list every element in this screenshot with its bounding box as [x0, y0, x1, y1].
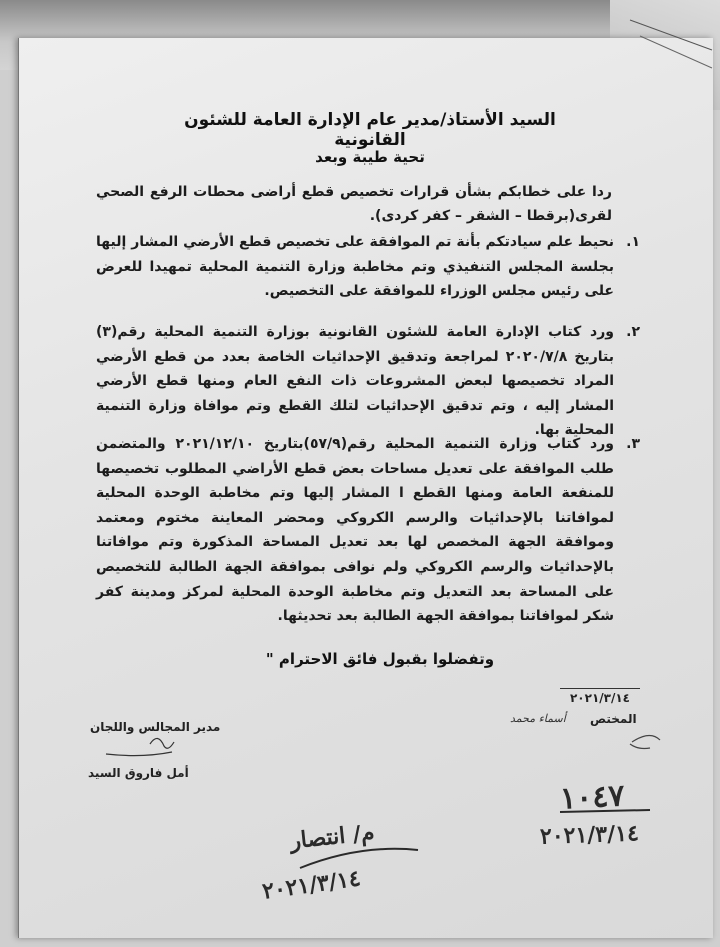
underline-stroke	[300, 849, 418, 868]
handwritten-note: م/ انتصار	[288, 819, 376, 855]
list-item-text: نحيط علم سيادتكم بأنة تم الموافقة على تخصيص قطع الأرضي المشار إليها بجلسة المجلس التنفيذي وتم مخاطبة وزارة التنمية المحلية تمهيدا للعرض على رئيس مجلس الوزراء للموافقة على التخصيص.	[96, 234, 614, 300]
stray-line	[640, 36, 712, 68]
document-date: ٢٠٢١/٣/١٤	[560, 688, 640, 705]
signature-scribble	[150, 738, 174, 748]
signatory-name: أمل فاروق السيد	[88, 766, 189, 780]
signature-scribble	[106, 752, 172, 756]
handwritten-date: ٢٠٢١/٣/١٤	[539, 820, 640, 850]
list-item-text: ورد كتاب وزارة التنمية المحلية رقم(٥٧/٩)بتاريخ ٢٠٢١/١٢/١٠ والمتضمن طلب الموافقة على تعديل مساحات بعض قطع الأراضي المطلوب تخصيصها للمنفعة العامة ومنها القطع ا المشار إليها وتم مخاطبة الوحدة المحلية لموافاتنا بالإحداثيات والرسم الكروكي ومحضر المعاينة مختوم ومعتمد وموافقة الجهة المخصص لها بعد تعديل المساحة المذكورة وتم موافاتنا بالإحداثيات والرسم الكروكي ولم نوافى بموافقة الجهة الطالبة للتخصيص على المساحة بعد التعديل وتم مخاطبة الوحدة المحلية لمركز ومدينة كفر شكر لموافاتنا بموافقة الجهة الطالبة بعد تحديثها.	[96, 436, 615, 625]
stray-line	[630, 20, 712, 50]
list-item	[96, 320, 640, 443]
list-item	[96, 432, 640, 629]
list-item-number: ٢.	[626, 324, 640, 340]
signature-scribble	[630, 735, 660, 748]
signatory-title: مدير المجالس واللجان	[90, 720, 221, 734]
document-heading: السيد الأستاذ/مدير عام الإدارة العامة للشئون القانونية	[184, 110, 556, 150]
intro-paragraph: ردا على خطابكم بشأن قرارات تخصيص قطع أراضى محطات الرفع الصحي لقرى(برقطا – الشقر – كفر كردى).	[96, 184, 612, 224]
handwritten-date: ٢٠٢١/٣/١٤	[260, 865, 363, 905]
list-item-text: ورد كتاب الإدارة العامة للشئون القانونية بوزارة التنمية المحلية رقم(٣) بتاريخ ٢٠٢٠/٧/٨ لمراجعة وتدقيق الإحداثيات الخاصة بعدد من قطع الأرضي المراد تخصيصها لبعض المشروعات ذات النفع العام ومنها قطع الأرضي المشار إليه ، وتم تدقيق الإحداثيات لتلك القطع وتم موافاة وزارة التنمية المحلية بها.	[96, 324, 614, 439]
list-item-number: ٣.	[626, 436, 640, 452]
list-item-number: ١.	[626, 234, 640, 250]
closing-line: وتفضلوا بقبول فائق الاحترام "	[265, 650, 495, 668]
greeting: تحية طيبة وبعد	[315, 148, 425, 166]
specialist-label: المختص	[590, 712, 637, 726]
handwritten-number: ١٠٤٧	[559, 778, 626, 817]
list-item	[96, 230, 640, 304]
specialist-name: أسماء محمد	[510, 712, 566, 725]
